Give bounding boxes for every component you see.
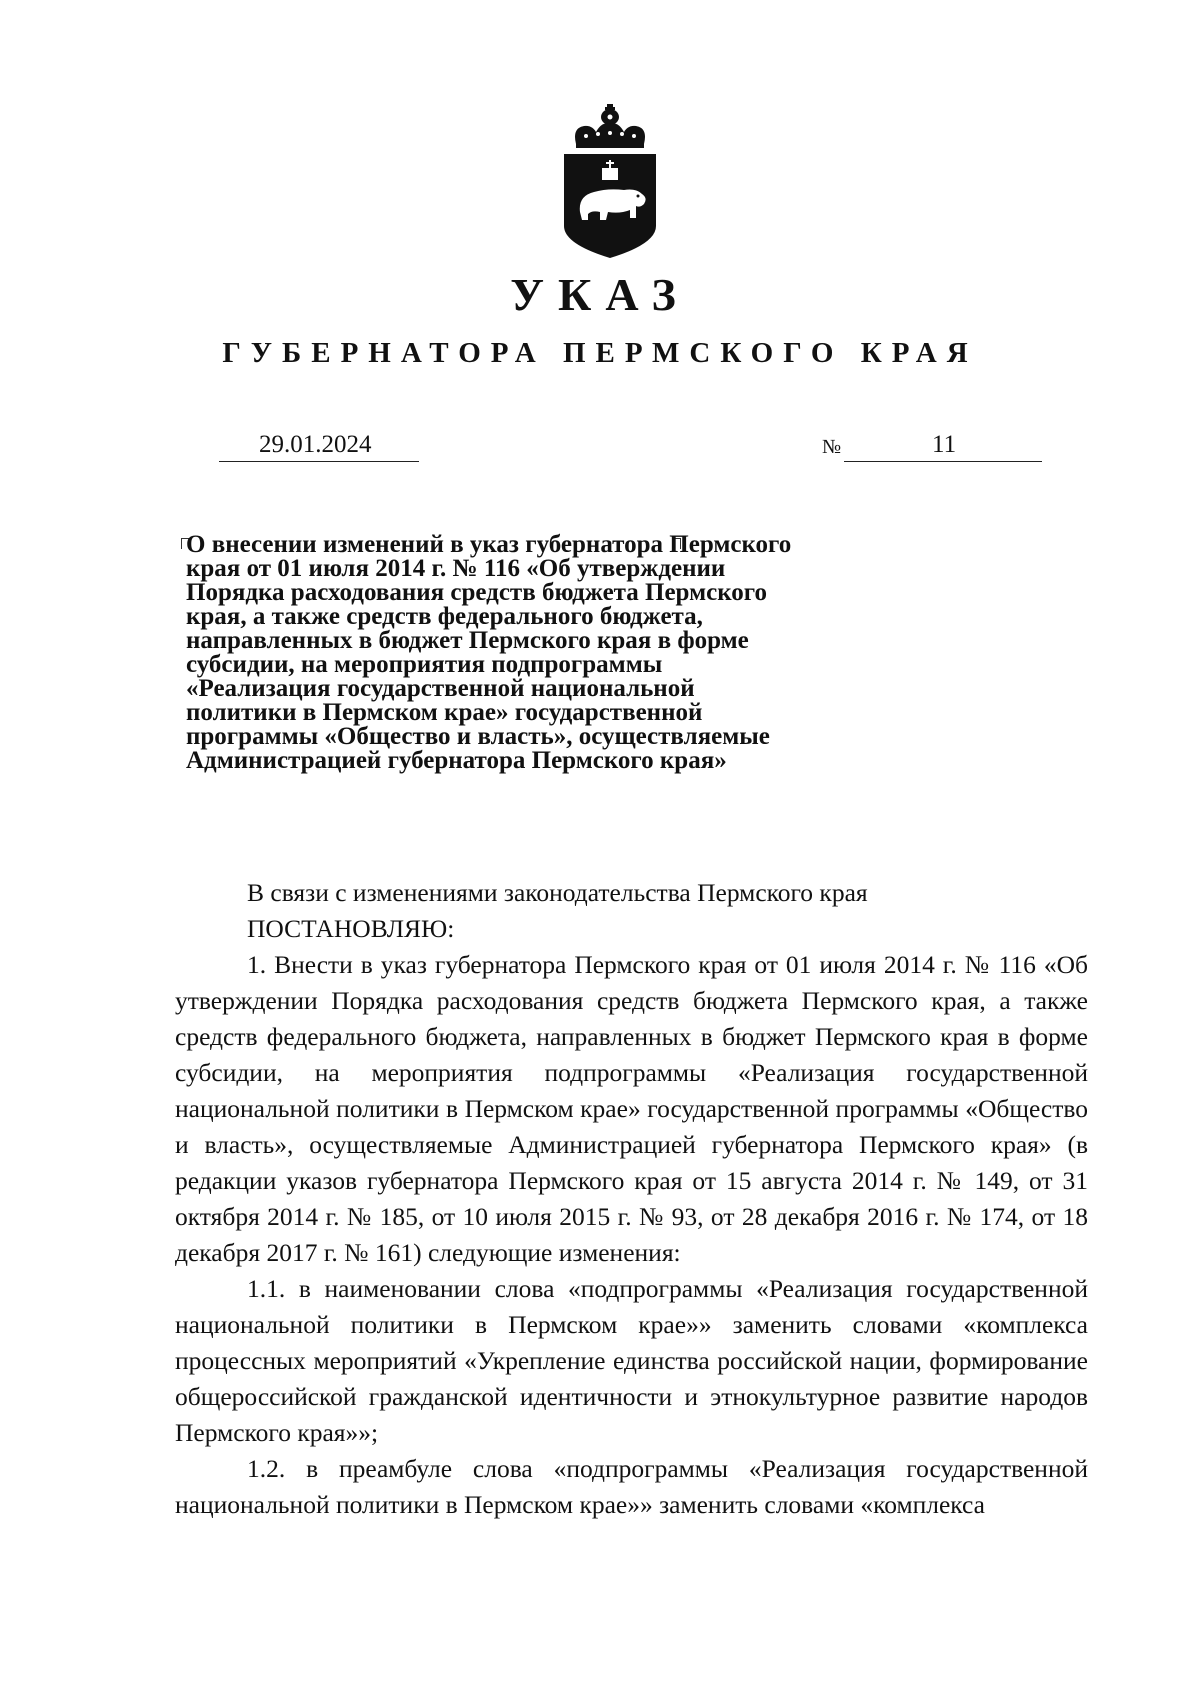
paragraph-1-1: 1.1. в наименовании слова «подпрограммы «Реализация государственной национальной политики в Пермском крае»» заменить словами «комплекса процессных мероприятий «Укрепление единства российской нации, формирование общероссийской гражданской идентичности и этнокультурное развитие народов Пермского края»»;	[175, 1274, 1088, 1447]
number-field	[844, 421, 1042, 462]
number-label: №	[822, 436, 842, 458]
paragraph-1: 1. Внести в указ губернатора Пермского края от 01 июля 2014 г. № 116 «Об утверждении Порядка расходования средств бюджета Пермского края, а также средств федерального бюджета, направленных в бюджет Пермского края в форме субсидии, на мероприятия подпрограммы «Реализация государственной национальной политики в Пермском крае» государственной программы «Общество и власть», осуществляемые Администрацией губернатора Пермского края» (в редакции указов губернатора Пермского края от 15 августа 2014 г. № 149, от 31 октября 2014 г. № 185, от 10 июля 2015 г. № 93, от 28 декабря 2016 г. № 174, от 18 декабря 2017 г. № 161) следующие изменения:	[175, 950, 1088, 1267]
perm-krai-coat-of-arms-icon	[558, 104, 662, 258]
document-number: 11	[932, 431, 957, 458]
preamble: В связи с изменениями законодательства Пермского края	[247, 878, 868, 907]
decree-word: ПОСТАНОВЛЯЮ:	[247, 914, 455, 943]
document-body	[175, 875, 1088, 1523]
document-subject: О внесении изменений в указ губернатора Пермского края от 01 июля 2014 г. № 116 «Об утверждении Порядка расходования средств бюджета Пермского края, а также средств федерального бюджета, направленных в бюджет Пермского края в форме субсидии, на мероприятия подпрограммы «Реализация государственной национальной политики в Пермском крае» государственной программы «Общество и власть», осуществляемые Администрацией губернатора Пермского края»	[186, 531, 792, 774]
paragraph-1-2: 1.2. в преамбуле слова «подпрограммы «Реализация государственной национальной политики в Пермском крае»» заменить словами «комплекса	[175, 1454, 1088, 1519]
date-field	[219, 421, 419, 462]
document-date: 29.01.2024	[259, 431, 372, 458]
document-title: УКАЗ	[510, 269, 690, 320]
document-subtitle: ГУБЕРНАТОРА ПЕРМСКОГО КРАЯ	[222, 337, 978, 369]
